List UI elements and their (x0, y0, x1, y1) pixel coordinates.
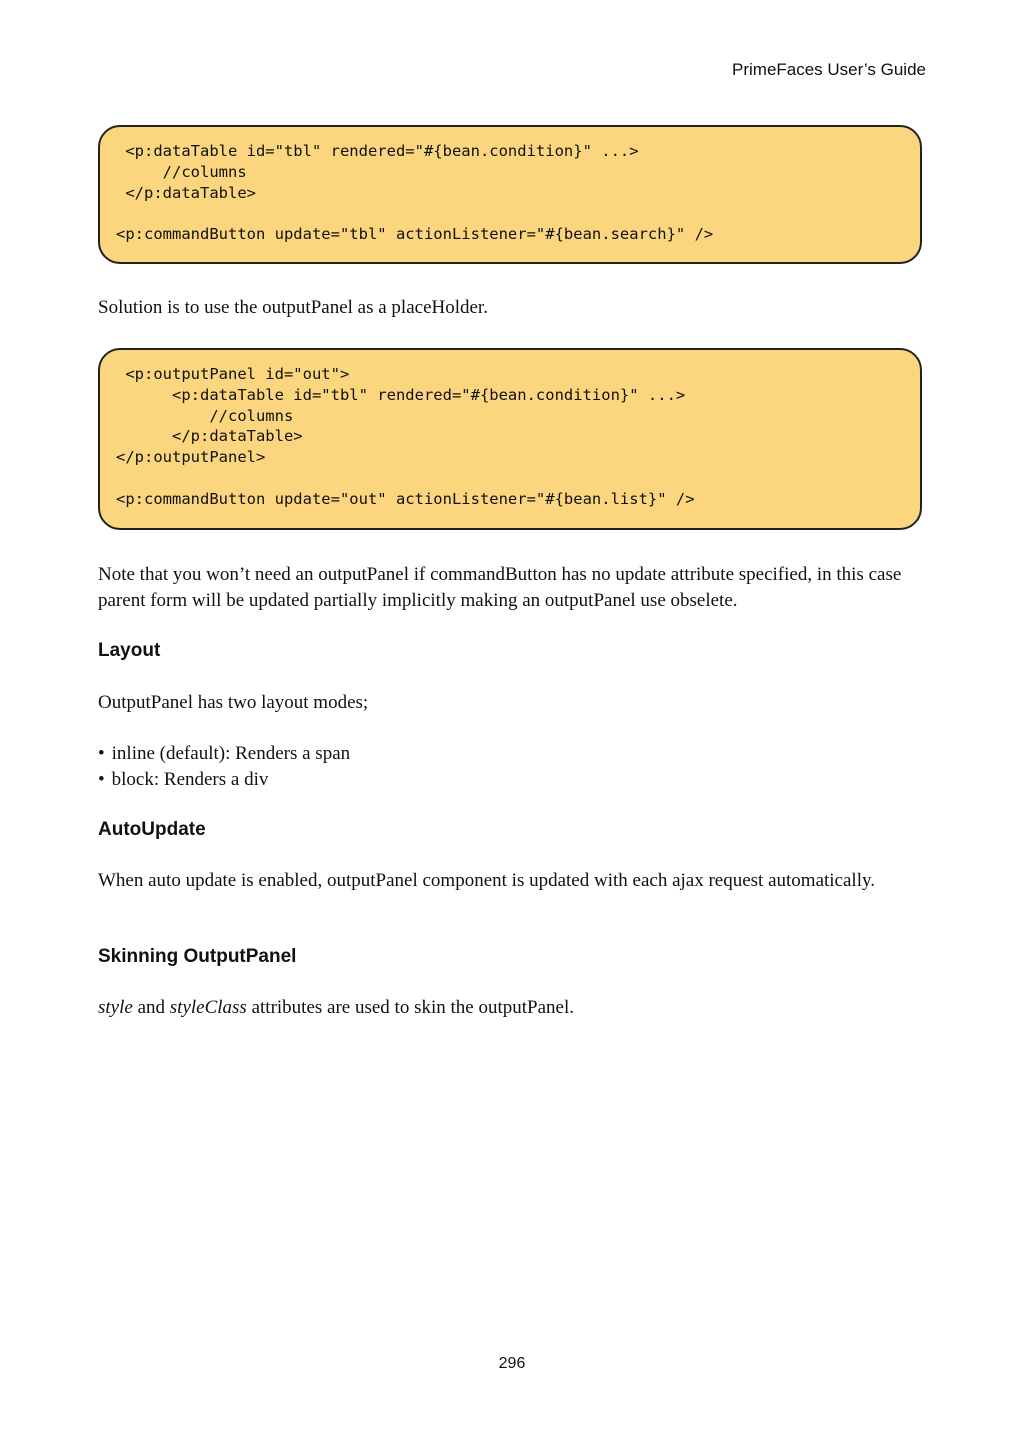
autoupdate-paragraph: When auto update is enabled, outputPanel component is updated with each ajax request automatically. (98, 870, 875, 891)
bullet-icon: • (98, 743, 105, 764)
section-heading-autoupdate: AutoUpdate (98, 819, 206, 840)
list-item-text: block: Renders a div (111, 769, 269, 790)
layout-modes-list (98, 741, 350, 793)
code-text: <p:dataTable id="tbl" rendered="#{bean.condition}" ...> //columns </p:dataTable> <p:commandButton update="tbl" actionListener="#{bean.search}" /> (116, 142, 714, 244)
styleclass-attribute-name: styleClass (169, 997, 247, 1018)
page-number: 296 (498, 1355, 526, 1372)
style-attribute-name: style (98, 997, 133, 1018)
code-text: <p:outputPanel id="out"> <p:dataTable id="tbl" rendered="#{bean.condition}" ...> //columns </p:dataTable> </p:outputPanel> <p:commandButton update="out" actionListener="#{bean.list}" /> (116, 365, 695, 508)
section-heading-skinning: Skinning OutputPanel (98, 946, 297, 967)
skinning-paragraph (98, 995, 926, 1021)
code-block-datatable (98, 125, 922, 264)
layout-intro-paragraph: OutputPanel has two layout modes; (98, 692, 369, 713)
bullet-icon: • (98, 769, 105, 790)
list-item-text: inline (default): Renders a span (111, 743, 351, 764)
connector-text: and (132, 997, 170, 1018)
running-header: PrimeFaces User’s Guide (732, 60, 926, 79)
skinning-text: attributes are used to skin the outputPanel. (246, 997, 574, 1018)
section-heading-layout: Layout (98, 640, 161, 661)
code-block-outputpanel (98, 348, 922, 530)
list-item (98, 767, 350, 793)
solution-paragraph: Solution is to use the outputPanel as a placeHolder. (98, 297, 488, 318)
note-paragraph: Note that you won’t need an outputPanel if commandButton has no update attribute specified, in this case parent form will be updated partially implicitly making an outputPanel use obselete. (98, 564, 902, 611)
list-item (98, 741, 350, 767)
